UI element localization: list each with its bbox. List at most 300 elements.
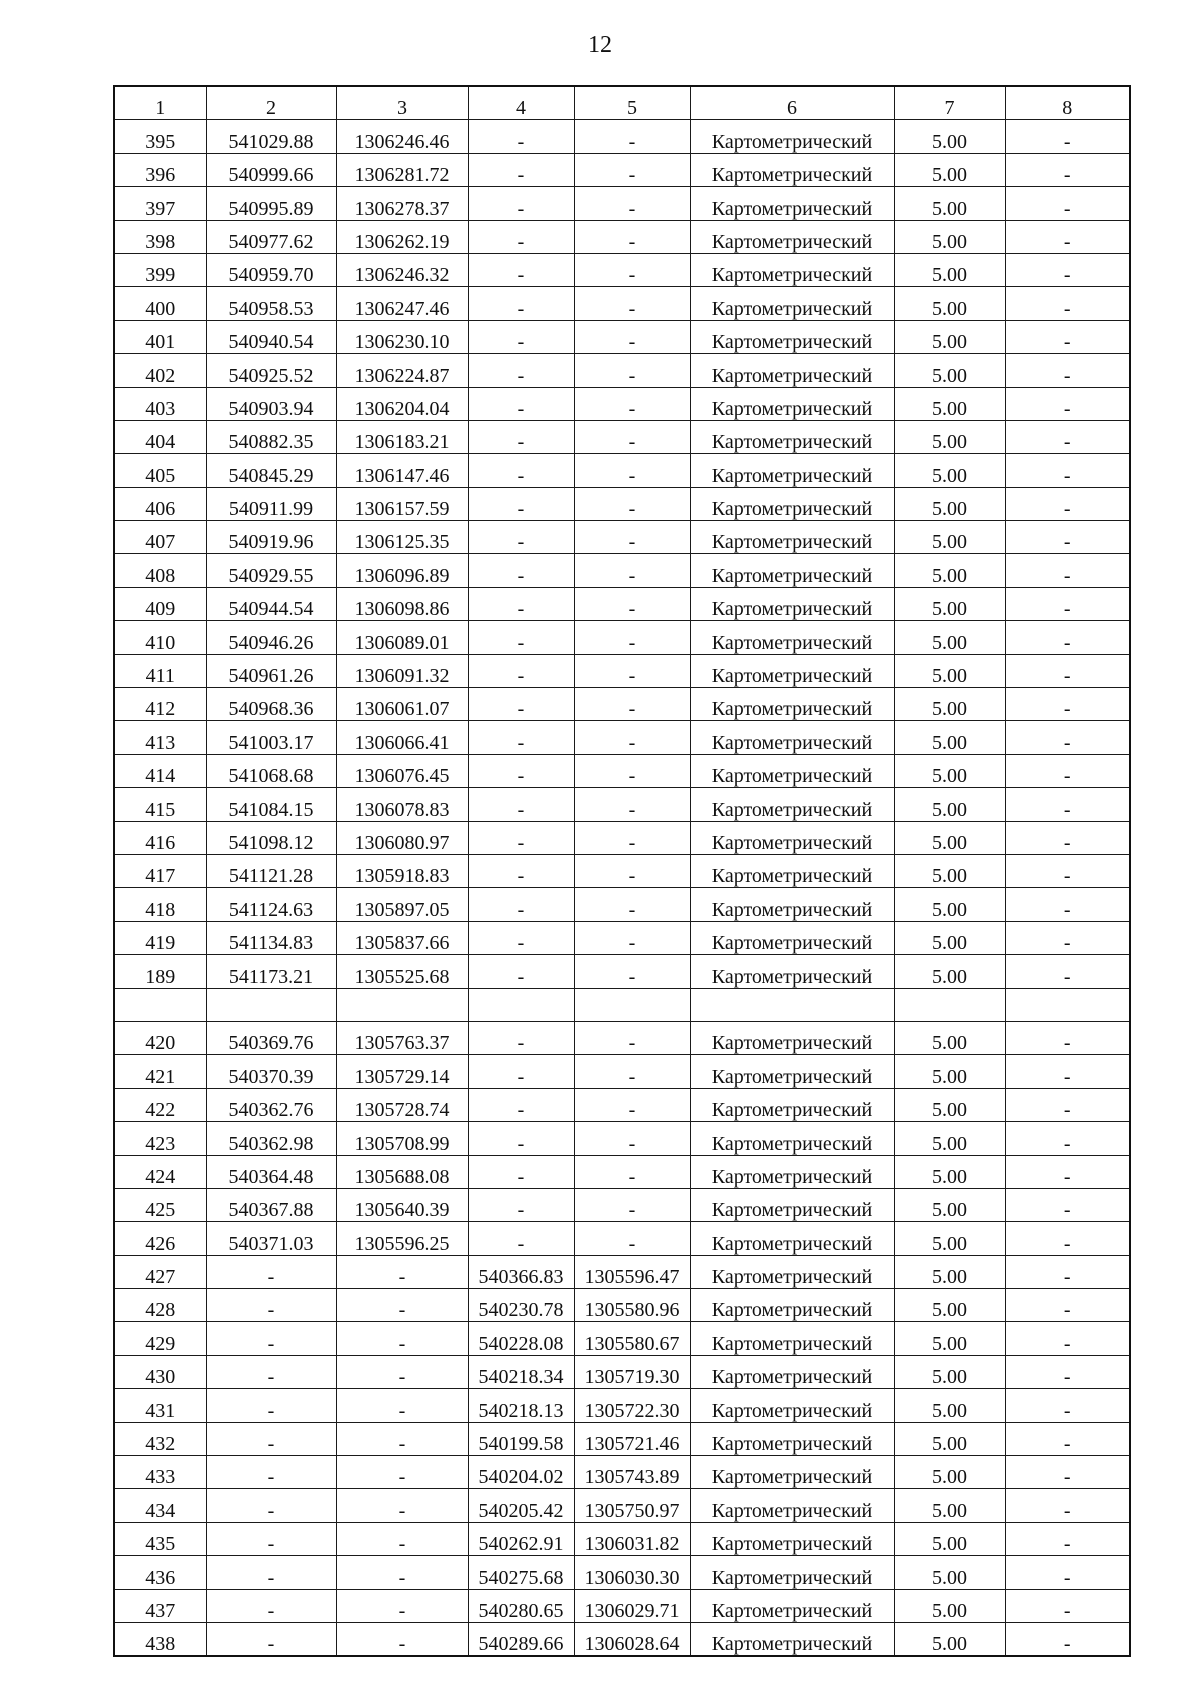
table-cell-col-4: - bbox=[468, 821, 574, 854]
table-cell-col-6: Картометрический bbox=[690, 1021, 894, 1054]
table-cell-col-5: - bbox=[574, 1021, 690, 1054]
table-cell-col-3: 1305918.83 bbox=[336, 854, 468, 887]
table-cell-col-1: 414 bbox=[114, 754, 206, 787]
table-cell-col-8: - bbox=[1005, 1522, 1130, 1555]
table-cell-col-5: - bbox=[574, 287, 690, 320]
column-header-6: 6 bbox=[690, 86, 894, 120]
table-cell-col-5: 1305743.89 bbox=[574, 1456, 690, 1489]
table-cell-col-4: - bbox=[468, 521, 574, 554]
table-cell-col-7: 5.00 bbox=[894, 621, 1005, 654]
table-cell-col-5: - bbox=[574, 754, 690, 787]
table-row bbox=[114, 554, 1130, 587]
table-cell-col-2: 540959.70 bbox=[206, 253, 336, 286]
table-cell-col-1: 411 bbox=[114, 654, 206, 687]
table-cell-col-4: - bbox=[468, 153, 574, 186]
table-cell-col-5: - bbox=[574, 1155, 690, 1188]
table-cell-col-8: - bbox=[1005, 554, 1130, 587]
table-cell-col-8: - bbox=[1005, 1422, 1130, 1455]
table-cell-col-4: 540230.78 bbox=[468, 1289, 574, 1322]
table-cell-col-3: 1306098.86 bbox=[336, 587, 468, 620]
table-cell-col-5: 1305722.30 bbox=[574, 1389, 690, 1422]
table-cell-col-4: - bbox=[468, 888, 574, 921]
table-cell-col-2: 541084.15 bbox=[206, 788, 336, 821]
table-cell-col-8: - bbox=[1005, 220, 1130, 253]
table-cell-col-3: - bbox=[336, 1556, 468, 1589]
table-cell-col-7: 5.00 bbox=[894, 1188, 1005, 1221]
table-cell-col-6: Картометрический bbox=[690, 1556, 894, 1589]
table-cell-col-1: 436 bbox=[114, 1556, 206, 1589]
table-cell-col-5: - bbox=[574, 1222, 690, 1255]
table-cell-col-6: Картометрический bbox=[690, 1055, 894, 1088]
table-cell-col-2: 540903.94 bbox=[206, 387, 336, 420]
table-cell-col-5: 1306029.71 bbox=[574, 1589, 690, 1622]
table-cell-col-6: Картометрический bbox=[690, 754, 894, 787]
table-cell-col-2: 540911.99 bbox=[206, 487, 336, 520]
table-cell-col-6: Картометрический bbox=[690, 888, 894, 921]
table-row bbox=[114, 1522, 1130, 1555]
table-row bbox=[114, 1222, 1130, 1255]
table-cell-col-3: 1305708.99 bbox=[336, 1122, 468, 1155]
table-cell-col-5: - bbox=[574, 1055, 690, 1088]
table-cell-col-8 bbox=[1005, 988, 1130, 1021]
table-cell-col-4: 540218.34 bbox=[468, 1355, 574, 1388]
table-cell-col-3: 1306246.32 bbox=[336, 253, 468, 286]
table-cell-col-2: 540944.54 bbox=[206, 587, 336, 620]
table-cell-col-6: Картометрический bbox=[690, 1522, 894, 1555]
table-cell-col-2: 540362.98 bbox=[206, 1122, 336, 1155]
table-cell-col-1: 413 bbox=[114, 721, 206, 754]
table-cell-col-7: 5.00 bbox=[894, 1355, 1005, 1388]
table-cell-col-7: 5.00 bbox=[894, 1489, 1005, 1522]
table-cell-col-2: 541098.12 bbox=[206, 821, 336, 854]
table-cell-col-6: Картометрический bbox=[690, 387, 894, 420]
table-cell-col-8: - bbox=[1005, 1055, 1130, 1088]
table-cell-col-2: 540999.66 bbox=[206, 153, 336, 186]
table-cell-col-5: - bbox=[574, 387, 690, 420]
table-cell-col-3: 1306183.21 bbox=[336, 420, 468, 453]
table-cell-col-8: - bbox=[1005, 1489, 1130, 1522]
table-cell-col-6: Картометрический bbox=[690, 354, 894, 387]
table-row bbox=[114, 354, 1130, 387]
table-cell-col-5: - bbox=[574, 1188, 690, 1221]
table-cell-col-2: 540919.96 bbox=[206, 521, 336, 554]
table-cell-col-7: 5.00 bbox=[894, 688, 1005, 721]
table-cell-col-2 bbox=[206, 988, 336, 1021]
table-cell-col-7: 5.00 bbox=[894, 788, 1005, 821]
table-cell-col-2: 540845.29 bbox=[206, 454, 336, 487]
table-cell-col-1: 433 bbox=[114, 1456, 206, 1489]
table-cell-col-6: Картометрический bbox=[690, 1456, 894, 1489]
table-cell-col-4: - bbox=[468, 287, 574, 320]
table-row bbox=[114, 1556, 1130, 1589]
table-cell-col-4: 540262.91 bbox=[468, 1522, 574, 1555]
table-cell-col-4: - bbox=[468, 621, 574, 654]
table-cell-col-7: 5.00 bbox=[894, 1222, 1005, 1255]
table-cell-col-3: - bbox=[336, 1389, 468, 1422]
table-cell-col-7: 5.00 bbox=[894, 1522, 1005, 1555]
table-cell-col-6: Картометрический bbox=[690, 320, 894, 353]
table-header bbox=[114, 86, 1130, 120]
table-cell-col-6: Картометрический bbox=[690, 1622, 894, 1656]
table-cell-col-1: 189 bbox=[114, 955, 206, 988]
table-cell-col-1: 416 bbox=[114, 821, 206, 854]
table-cell-col-8: - bbox=[1005, 1088, 1130, 1121]
coordinates-table bbox=[113, 85, 1131, 1657]
table-cell-col-1: 432 bbox=[114, 1422, 206, 1455]
table-cell-col-6: Картометрический bbox=[690, 1255, 894, 1288]
table-cell-col-8: - bbox=[1005, 354, 1130, 387]
table-cell-col-2: - bbox=[206, 1589, 336, 1622]
table-cell-col-2: - bbox=[206, 1389, 336, 1422]
header-row bbox=[114, 86, 1130, 120]
table-cell-col-2: 540882.35 bbox=[206, 420, 336, 453]
table-row bbox=[114, 988, 1130, 1021]
table-cell-col-8: - bbox=[1005, 688, 1130, 721]
table-row bbox=[114, 1489, 1130, 1522]
table-cell-col-7: 5.00 bbox=[894, 521, 1005, 554]
table-cell-col-4: - bbox=[468, 120, 574, 153]
table-row bbox=[114, 487, 1130, 520]
table-cell-col-8: - bbox=[1005, 1188, 1130, 1221]
table-row bbox=[114, 621, 1130, 654]
table-cell-col-4: - bbox=[468, 487, 574, 520]
table-cell-col-2: 540995.89 bbox=[206, 187, 336, 220]
table-cell-col-7: 5.00 bbox=[894, 888, 1005, 921]
column-header-8: 8 bbox=[1005, 86, 1130, 120]
table-row bbox=[114, 387, 1130, 420]
table-cell-col-2: 540369.76 bbox=[206, 1021, 336, 1054]
table-cell-col-3: 1306246.46 bbox=[336, 120, 468, 153]
table-cell-col-1: 405 bbox=[114, 454, 206, 487]
table-cell-col-4: 540228.08 bbox=[468, 1322, 574, 1355]
table-cell-col-5: - bbox=[574, 854, 690, 887]
table-row bbox=[114, 220, 1130, 253]
table-cell-col-5: - bbox=[574, 621, 690, 654]
table-body bbox=[114, 120, 1130, 1656]
table-cell-col-6: Картометрический bbox=[690, 921, 894, 954]
table-cell-col-1: 426 bbox=[114, 1222, 206, 1255]
table-cell-col-8: - bbox=[1005, 153, 1130, 186]
table-cell-col-5: - bbox=[574, 821, 690, 854]
table-cell-col-3: - bbox=[336, 1322, 468, 1355]
table-cell-col-7: 5.00 bbox=[894, 1422, 1005, 1455]
table-row bbox=[114, 1389, 1130, 1422]
table-cell-col-1: 409 bbox=[114, 587, 206, 620]
table-cell-col-3: 1306278.37 bbox=[336, 187, 468, 220]
table-cell-col-4: 540366.83 bbox=[468, 1255, 574, 1288]
table-cell-col-6: Картометрический bbox=[690, 487, 894, 520]
table-row bbox=[114, 1122, 1130, 1155]
table-row bbox=[114, 955, 1130, 988]
table-cell-col-5: - bbox=[574, 688, 690, 721]
table-cell-col-4 bbox=[468, 988, 574, 1021]
table-cell-col-6: Картометрический bbox=[690, 1422, 894, 1455]
table-cell-col-1: 417 bbox=[114, 854, 206, 887]
table-cell-col-7: 5.00 bbox=[894, 554, 1005, 587]
table-cell-col-8: - bbox=[1005, 1456, 1130, 1489]
table-row bbox=[114, 153, 1130, 186]
table-cell-col-1: 438 bbox=[114, 1622, 206, 1656]
table-cell-col-2: 540371.03 bbox=[206, 1222, 336, 1255]
table-cell-col-8: - bbox=[1005, 1155, 1130, 1188]
table-cell-col-1: 402 bbox=[114, 354, 206, 387]
table-cell-col-3: - bbox=[336, 1289, 468, 1322]
table-cell-col-2: - bbox=[206, 1556, 336, 1589]
table-cell-col-3: 1306147.46 bbox=[336, 454, 468, 487]
table-cell-col-6: Картометрический bbox=[690, 955, 894, 988]
table-cell-col-5: - bbox=[574, 955, 690, 988]
table-cell-col-4: - bbox=[468, 1021, 574, 1054]
table-cell-col-3: - bbox=[336, 1456, 468, 1489]
table-cell-col-8: - bbox=[1005, 1289, 1130, 1322]
table-cell-col-2: 540968.36 bbox=[206, 688, 336, 721]
table-cell-col-1: 406 bbox=[114, 487, 206, 520]
table-cell-col-2: - bbox=[206, 1489, 336, 1522]
table-cell-col-1: 415 bbox=[114, 788, 206, 821]
table-cell-col-6: Картометрический bbox=[690, 854, 894, 887]
table-cell-col-5: 1305596.47 bbox=[574, 1255, 690, 1288]
table-cell-col-3: - bbox=[336, 1522, 468, 1555]
table-cell-col-7: 5.00 bbox=[894, 120, 1005, 153]
table-cell-col-6: Картометрический bbox=[690, 821, 894, 854]
table-cell-col-1: 425 bbox=[114, 1188, 206, 1221]
table-cell-col-3: 1306281.72 bbox=[336, 153, 468, 186]
table-cell-col-4: - bbox=[468, 721, 574, 754]
table-cell-col-8: - bbox=[1005, 888, 1130, 921]
table-cell-col-2: 541124.63 bbox=[206, 888, 336, 921]
table-row bbox=[114, 754, 1130, 787]
table-cell-col-1: 420 bbox=[114, 1021, 206, 1054]
table-cell-col-6: Картометрический bbox=[690, 287, 894, 320]
table-cell-col-1: 398 bbox=[114, 220, 206, 253]
table-row bbox=[114, 187, 1130, 220]
table-cell-col-6: Картометрический bbox=[690, 187, 894, 220]
column-header-3: 3 bbox=[336, 86, 468, 120]
table-row bbox=[114, 788, 1130, 821]
table-cell-col-3: 1306262.19 bbox=[336, 220, 468, 253]
table-cell-col-6: Картометрический bbox=[690, 454, 894, 487]
table-cell-col-6: Картометрический bbox=[690, 1222, 894, 1255]
table-cell-col-5: 1305580.96 bbox=[574, 1289, 690, 1322]
table-cell-col-1: 397 bbox=[114, 187, 206, 220]
table-cell-col-2: 541029.88 bbox=[206, 120, 336, 153]
table-cell-col-8: - bbox=[1005, 1589, 1130, 1622]
table-cell-col-2: 540940.54 bbox=[206, 320, 336, 353]
table-cell-col-5: - bbox=[574, 654, 690, 687]
table-cell-col-8: - bbox=[1005, 187, 1130, 220]
table-cell-col-4: - bbox=[468, 220, 574, 253]
table-cell-col-1: 395 bbox=[114, 120, 206, 153]
table-cell-col-6: Картометрический bbox=[690, 1489, 894, 1522]
table-cell-col-1 bbox=[114, 988, 206, 1021]
table-cell-col-2: 540364.48 bbox=[206, 1155, 336, 1188]
table-cell-col-6 bbox=[690, 988, 894, 1021]
table-cell-col-5: - bbox=[574, 420, 690, 453]
table-cell-col-3: 1306096.89 bbox=[336, 554, 468, 587]
table-cell-col-2: 540929.55 bbox=[206, 554, 336, 587]
table-cell-col-3: 1306247.46 bbox=[336, 287, 468, 320]
table-row bbox=[114, 587, 1130, 620]
table-cell-col-3: - bbox=[336, 1355, 468, 1388]
table-row bbox=[114, 1255, 1130, 1288]
table-cell-col-7: 5.00 bbox=[894, 387, 1005, 420]
table-cell-col-7: 5.00 bbox=[894, 955, 1005, 988]
table-cell-col-4: - bbox=[468, 688, 574, 721]
table-cell-col-6: Картометрический bbox=[690, 1188, 894, 1221]
table-cell-col-7: 5.00 bbox=[894, 1088, 1005, 1121]
table-cell-col-8: - bbox=[1005, 854, 1130, 887]
table-cell-col-6: Картометрический bbox=[690, 220, 894, 253]
table-cell-col-8: - bbox=[1005, 487, 1130, 520]
table-cell-col-3: - bbox=[336, 1589, 468, 1622]
table-row bbox=[114, 654, 1130, 687]
table-cell-col-6: Картометрический bbox=[690, 1589, 894, 1622]
table-cell-col-8: - bbox=[1005, 788, 1130, 821]
table-row bbox=[114, 521, 1130, 554]
table-cell-col-3: 1305728.74 bbox=[336, 1088, 468, 1121]
table-cell-col-6: Картометрический bbox=[690, 1355, 894, 1388]
table-cell-col-8: - bbox=[1005, 420, 1130, 453]
table-cell-col-4: 540199.58 bbox=[468, 1422, 574, 1455]
table-row bbox=[114, 1589, 1130, 1622]
table-cell-col-7: 5.00 bbox=[894, 420, 1005, 453]
table-cell-col-2: - bbox=[206, 1622, 336, 1656]
table-cell-col-6: Картометрический bbox=[690, 1122, 894, 1155]
table-cell-col-8: - bbox=[1005, 387, 1130, 420]
table-cell-col-8: - bbox=[1005, 120, 1130, 153]
table-cell-col-5: - bbox=[574, 888, 690, 921]
table-cell-col-3: 1306230.10 bbox=[336, 320, 468, 353]
table-cell-col-8: - bbox=[1005, 654, 1130, 687]
table-cell-col-1: 437 bbox=[114, 1589, 206, 1622]
table-cell-col-1: 408 bbox=[114, 554, 206, 587]
table-row bbox=[114, 454, 1130, 487]
table-cell-col-8: - bbox=[1005, 521, 1130, 554]
table-cell-col-7: 5.00 bbox=[894, 1456, 1005, 1489]
table-cell-col-4: - bbox=[468, 1088, 574, 1121]
table-cell-col-3: 1306204.04 bbox=[336, 387, 468, 420]
table-cell-col-6: Картометрический bbox=[690, 1322, 894, 1355]
table-cell-col-4: - bbox=[468, 1188, 574, 1221]
table-cell-col-8: - bbox=[1005, 955, 1130, 988]
table-cell-col-3: 1306157.59 bbox=[336, 487, 468, 520]
table-cell-col-1: 434 bbox=[114, 1489, 206, 1522]
table-cell-col-4: - bbox=[468, 554, 574, 587]
table-row bbox=[114, 1088, 1130, 1121]
table-cell-col-5: 1306028.64 bbox=[574, 1622, 690, 1656]
table-cell-col-2: - bbox=[206, 1289, 336, 1322]
table-cell-col-1: 423 bbox=[114, 1122, 206, 1155]
table-cell-col-6: Картометрический bbox=[690, 420, 894, 453]
table-cell-col-4: - bbox=[468, 854, 574, 887]
table-cell-col-2: - bbox=[206, 1355, 336, 1388]
table-cell-col-7: 5.00 bbox=[894, 220, 1005, 253]
table-cell-col-4: - bbox=[468, 754, 574, 787]
table-cell-col-2: - bbox=[206, 1322, 336, 1355]
table-cell-col-6: Картометрический bbox=[690, 654, 894, 687]
table-cell-col-3: 1306080.97 bbox=[336, 821, 468, 854]
table-cell-col-6: Картометрический bbox=[690, 521, 894, 554]
table-cell-col-8: - bbox=[1005, 587, 1130, 620]
table-cell-col-6: Картометрический bbox=[690, 1155, 894, 1188]
table-cell-col-7: 5.00 bbox=[894, 320, 1005, 353]
table-cell-col-4: - bbox=[468, 454, 574, 487]
table-cell-col-6: Картометрический bbox=[690, 1289, 894, 1322]
table-cell-col-6: Картометрический bbox=[690, 788, 894, 821]
table-row bbox=[114, 320, 1130, 353]
table-cell-col-6: Картометрический bbox=[690, 554, 894, 587]
table-cell-col-1: 421 bbox=[114, 1055, 206, 1088]
table-cell-col-7: 5.00 bbox=[894, 1155, 1005, 1188]
table-row bbox=[114, 287, 1130, 320]
table-cell-col-5: - bbox=[574, 120, 690, 153]
table-cell-col-1: 399 bbox=[114, 253, 206, 286]
table-cell-col-8: - bbox=[1005, 454, 1130, 487]
table-row bbox=[114, 1422, 1130, 1455]
table-row bbox=[114, 1155, 1130, 1188]
table-cell-col-2: 540367.88 bbox=[206, 1188, 336, 1221]
table-cell-col-5: - bbox=[574, 587, 690, 620]
table-cell-col-7: 5.00 bbox=[894, 754, 1005, 787]
table-cell-col-4: - bbox=[468, 387, 574, 420]
table-cell-col-2: 541134.83 bbox=[206, 921, 336, 954]
table-cell-col-8: - bbox=[1005, 1255, 1130, 1288]
table-cell-col-7: 5.00 bbox=[894, 1589, 1005, 1622]
table-cell-col-2: 540362.76 bbox=[206, 1088, 336, 1121]
table-row bbox=[114, 1622, 1130, 1656]
table-cell-col-5: 1306030.30 bbox=[574, 1556, 690, 1589]
table-cell-col-1: 400 bbox=[114, 287, 206, 320]
table-cell-col-1: 418 bbox=[114, 888, 206, 921]
table-cell-col-8: - bbox=[1005, 821, 1130, 854]
table-cell-col-7 bbox=[894, 988, 1005, 1021]
table-cell-col-8: - bbox=[1005, 1222, 1130, 1255]
table-cell-col-7: 5.00 bbox=[894, 1255, 1005, 1288]
table-cell-col-2: - bbox=[206, 1522, 336, 1555]
table-cell-col-5: - bbox=[574, 454, 690, 487]
table-cell-col-5: - bbox=[574, 220, 690, 253]
table-cell-col-5: 1305750.97 bbox=[574, 1489, 690, 1522]
table-cell-col-6: Картометрический bbox=[690, 587, 894, 620]
table-cell-col-3: 1305763.37 bbox=[336, 1021, 468, 1054]
table-cell-col-8: - bbox=[1005, 253, 1130, 286]
column-header-2: 2 bbox=[206, 86, 336, 120]
table-cell-col-6: Картометрический bbox=[690, 153, 894, 186]
table-row bbox=[114, 1456, 1130, 1489]
table-cell-col-2: - bbox=[206, 1422, 336, 1455]
table-cell-col-7: 5.00 bbox=[894, 287, 1005, 320]
table-cell-col-7: 5.00 bbox=[894, 921, 1005, 954]
table-cell-col-3: 1306061.07 bbox=[336, 688, 468, 721]
table-cell-col-2: 541121.28 bbox=[206, 854, 336, 887]
table-cell-col-6: Картометрический bbox=[690, 120, 894, 153]
table-cell-col-2: 541173.21 bbox=[206, 955, 336, 988]
table-cell-col-5: - bbox=[574, 253, 690, 286]
table-cell-col-4: 540275.68 bbox=[468, 1556, 574, 1589]
table-cell-col-7: 5.00 bbox=[894, 1322, 1005, 1355]
page-number: 12 bbox=[588, 32, 612, 58]
table-cell-col-6: Картометрический bbox=[690, 253, 894, 286]
table-cell-col-4: - bbox=[468, 420, 574, 453]
table-cell-col-2: - bbox=[206, 1456, 336, 1489]
table-cell-col-3: 1306089.01 bbox=[336, 621, 468, 654]
column-header-5: 5 bbox=[574, 86, 690, 120]
table-cell-col-1: 422 bbox=[114, 1088, 206, 1121]
table-cell-col-3: 1306091.32 bbox=[336, 654, 468, 687]
table-cell-col-7: 5.00 bbox=[894, 821, 1005, 854]
table-cell-col-4: - bbox=[468, 587, 574, 620]
table-cell-col-1: 401 bbox=[114, 320, 206, 353]
